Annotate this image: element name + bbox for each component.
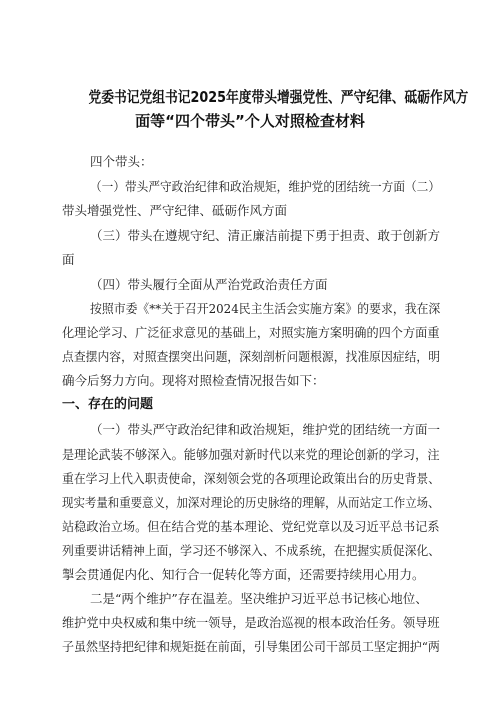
intro-line: 化理论学习、广泛征求意见的基础上，对照实施方案明确的四个方面重 [62, 325, 440, 340]
intro-line: （三）带头在遵规守纪、清正廉洁前提下勇于担责、敢于创新方 [90, 228, 441, 243]
intro-line: 按照市委《**关于召开2024民主生活会实施方案》的要求，我在深 [90, 301, 441, 316]
section-line: 现实考量和重要意义，加深对理论的历史脉络的理解，从而站定工作立场、 [62, 495, 440, 510]
section-heading: 一、存在的问题 [62, 397, 154, 412]
intro-line: 四个带头： [90, 154, 153, 169]
section-line: 站稳政治立场。但在结合党的基本理论、党纪党章以及习近平总书记系 [62, 519, 440, 534]
intro-line: （四）带头履行全面从严治党政治责任方面 [90, 277, 328, 292]
document-title-line-2: 面等“四个带头”个人对照检查材料 [135, 112, 365, 130]
intro-line: 带头增强党性、严守纪律、砥砺作风方面 [62, 203, 288, 218]
intro-line: 点查摆内容，对照查摆突出问题，深刻剖析问题根源，找准原因症结，明 [62, 349, 441, 364]
section-line: 列重要讲话精神上面，学习还不够深入、不成系统，在把握实质促深化、 [62, 543, 441, 558]
intro-line: 确今后努力方向。现将对照检查情况报告如下： [62, 373, 325, 388]
section-line: 是理论武装不够深入。能够加强对新时代以来党的理论创新的学习，注 [62, 447, 440, 462]
section-line: 重在学习上代入职责使命，深刻领会党的各项理论政策出台的历史背景、 [62, 471, 441, 486]
section-line: 二是“两个维护”存在温差。坚决维护习近平总书记核心地位、 [90, 591, 428, 606]
document-title-line-1: 党委书记党组书记2025年度带头增强党性、严守纪律、砥砺作风方 [88, 88, 469, 106]
section-line: （一）带头严守政治纪律和政治规矩，维护党的团结统一方面一 [90, 422, 441, 437]
intro-line: （一）带头严守政治纪律和政治规矩，维护党的团结统一方面（二） [90, 179, 441, 194]
intro-line: 面 [62, 252, 75, 267]
section-line: 掣会贯通促内化、知行合一促转化等方面，还需要持续用心用力。 [62, 567, 425, 582]
section-line: 子虽然坚持把纪律和规矩挺在前面，引导集团公司干部员工坚定拥护“两 [62, 639, 440, 654]
section-line: 维护党中央权威和集中统一领导，是政治巡视的根本政治任务。领导班 [62, 615, 440, 630]
